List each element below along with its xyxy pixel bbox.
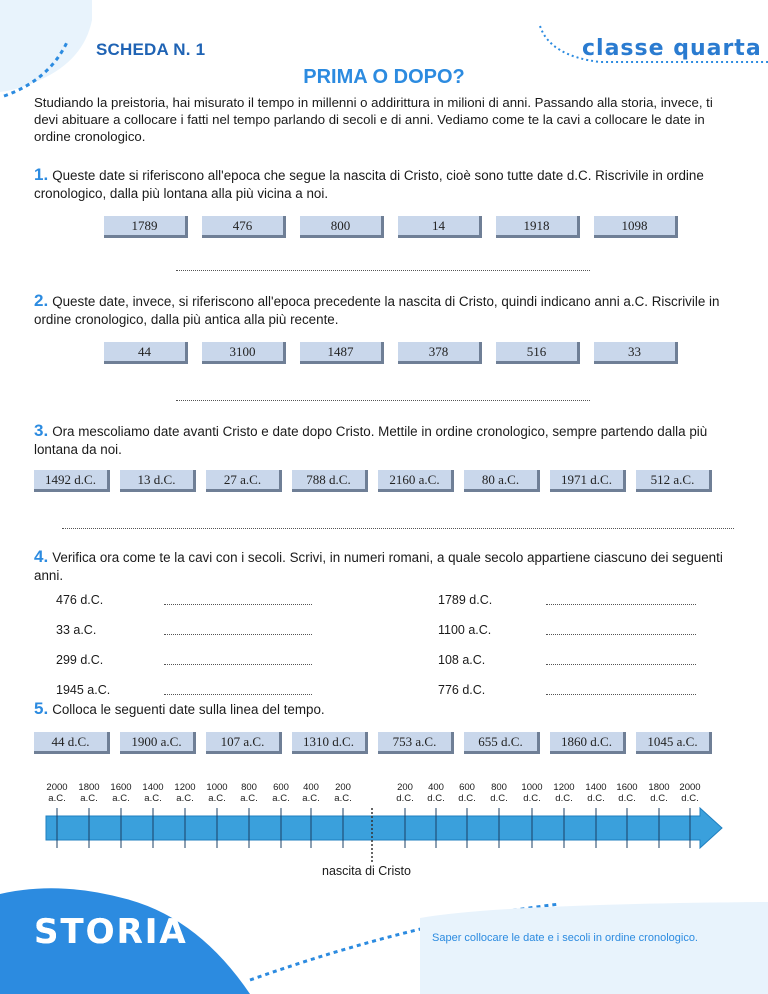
year-label: 33 a.C.: [56, 623, 97, 637]
century-answer-field[interactable]: [164, 694, 312, 695]
century-answer-field[interactable]: [164, 664, 312, 665]
learning-goal: Saper collocare le date e i secoli in ordine cronologico.: [432, 932, 698, 944]
answer-line-3[interactable]: [62, 528, 734, 529]
class-label: classe quarta: [582, 36, 762, 61]
subject-logo: STORIA: [34, 912, 188, 952]
date-box: 1860 d.C.: [550, 732, 626, 754]
year-label: 1789 d.C.: [438, 593, 493, 607]
date-box: 655 d.C.: [464, 732, 540, 754]
century-answer-field[interactable]: [164, 604, 312, 605]
q3-date-boxes: [34, 470, 712, 492]
question-text: Colloca le seguenti date sulla linea del tempo.: [52, 702, 325, 717]
question-number: 5.: [34, 699, 49, 718]
timeline-label-ac: 1400 a.C.: [142, 782, 164, 804]
century-answer-field[interactable]: [164, 634, 312, 635]
date-box: 476: [202, 216, 286, 238]
q1-date-boxes: [104, 216, 678, 238]
question-text: Verifica ora come te la cavi con i secoli. Scrivi, in numeri romani, a quale secolo appartiene ciascuno dei seguenti anni.: [34, 550, 723, 583]
year-label: 299 d.C.: [56, 653, 104, 667]
answer-line-2[interactable]: [176, 400, 590, 401]
date-box: 44 d.C.: [34, 732, 110, 754]
date-box: 788 d.C.: [292, 470, 368, 492]
date-box: 44: [104, 342, 188, 364]
year-label: 1100 a.C.: [438, 623, 492, 637]
intro-text: Studiando la preistoria, hai misurato il tempo in millenni o addirittura in milioni di anni. Passando alla storia, invece, ti devi abituare a collocare i fatti nel tempo parlando di secoli e di anni. Vediamo come te la cavi a collocare le date in ordine cronologico.: [34, 95, 713, 144]
year-label: 776 d.C.: [438, 683, 486, 697]
timeline-labels: [0, 782, 768, 808]
date-box: 1045 a.C.: [636, 732, 712, 754]
date-box: 1487: [300, 342, 384, 364]
century-answer-field[interactable]: [546, 694, 696, 695]
timeline-label-ac: 1800 a.C.: [78, 782, 100, 804]
year-label: 1945 a.C.: [56, 683, 111, 697]
timeline-label-dc: 800 d.C.: [490, 782, 508, 804]
year-label: 108 a.C.: [438, 653, 486, 667]
timeline-arrow[interactable]: [0, 806, 768, 862]
century-answer-field[interactable]: [546, 664, 696, 665]
date-box: 378: [398, 342, 482, 364]
question-number: 1.: [34, 165, 49, 184]
question-1: [34, 166, 734, 203]
answer-line-1[interactable]: [176, 270, 590, 271]
date-box: 1918: [496, 216, 580, 238]
date-box: 3100: [202, 342, 286, 364]
date-box: 27 a.C.: [206, 470, 282, 492]
question-4: [34, 548, 734, 585]
scheda-label: SCHEDA N. 1: [96, 40, 206, 59]
question-3: [34, 422, 734, 459]
century-answer-field[interactable]: [546, 634, 696, 635]
date-box: 80 a.C.: [464, 470, 540, 492]
question-text: Ora mescoliamo date avanti Cristo e date dopo Cristo. Mettile in ordine cronologico, sempre partendo dalla più lontana da noi.: [34, 424, 708, 457]
timeline-label-dc: 1200 d.C.: [553, 782, 575, 804]
timeline-label-dc: 600 d.C.: [458, 782, 476, 804]
question-text: Queste date, invece, si riferiscono all'epoca precedente la nascita di Cristo, quindi indicano anni a.C. Riscrivile in ordine cronologico, dalla più antica alla più recente.: [34, 294, 720, 327]
date-box: 753 a.C.: [378, 732, 454, 754]
date-box: 1789: [104, 216, 188, 238]
date-box: 33: [594, 342, 678, 364]
timeline-label-ac: 2000 a.C.: [46, 782, 68, 804]
timeline-label-dc: 1800 d.C.: [648, 782, 670, 804]
question-number: 2.: [34, 291, 49, 310]
date-box: 1098: [594, 216, 678, 238]
date-box: 2160 a.C.: [378, 470, 454, 492]
question-text: Queste date si riferiscono all'epoca che segue la nascita di Cristo, cioè sono tutte date d.C. Riscrivile in ordine cronologico, dalla più lontana alla più vicina a noi.: [34, 168, 704, 201]
timeline-label-ac: 1000 a.C.: [206, 782, 228, 804]
question-5: [34, 700, 734, 719]
q2-date-boxes: [104, 342, 678, 364]
date-box: 14: [398, 216, 482, 238]
date-box: 800: [300, 216, 384, 238]
timeline-label-ac: 1600 a.C.: [110, 782, 132, 804]
date-box: 13 d.C.: [120, 470, 196, 492]
timeline-label-dc: 200 d.C.: [396, 782, 414, 804]
century-answer-field[interactable]: [546, 604, 696, 605]
timeline-label-ac: 800 a.C.: [240, 782, 258, 804]
timeline-label-dc: 1600 d.C.: [616, 782, 638, 804]
page-title: PRIMA O DOPO?: [303, 66, 465, 88]
date-box: 516: [496, 342, 580, 364]
date-box: 107 a.C.: [206, 732, 282, 754]
question-number: 4.: [34, 547, 49, 566]
birth-of-christ-label: nascita di Cristo: [322, 864, 411, 878]
date-box: 1492 d.C.: [34, 470, 110, 492]
timeline-label-ac: 400 a.C.: [302, 782, 320, 804]
year-label: 476 d.C.: [56, 593, 104, 607]
timeline-label-ac: 1200 a.C.: [174, 782, 196, 804]
timeline-label-ac: 600 a.C.: [272, 782, 290, 804]
question-number: 3.: [34, 421, 49, 440]
date-box: 1310 d.C.: [292, 732, 368, 754]
timeline-label-dc: 400 d.C.: [427, 782, 445, 804]
timeline-label-dc: 1000 d.C.: [521, 782, 543, 804]
q5-date-boxes: [34, 732, 712, 754]
timeline-label-ac: 200 a.C.: [334, 782, 352, 804]
timeline-label-dc: 1400 d.C.: [585, 782, 607, 804]
date-box: 1900 a.C.: [120, 732, 196, 754]
timeline-label-dc: 2000 d.C.: [679, 782, 701, 804]
date-box: 512 a.C.: [636, 470, 712, 492]
date-box: 1971 d.C.: [550, 470, 626, 492]
question-2: [34, 292, 734, 329]
